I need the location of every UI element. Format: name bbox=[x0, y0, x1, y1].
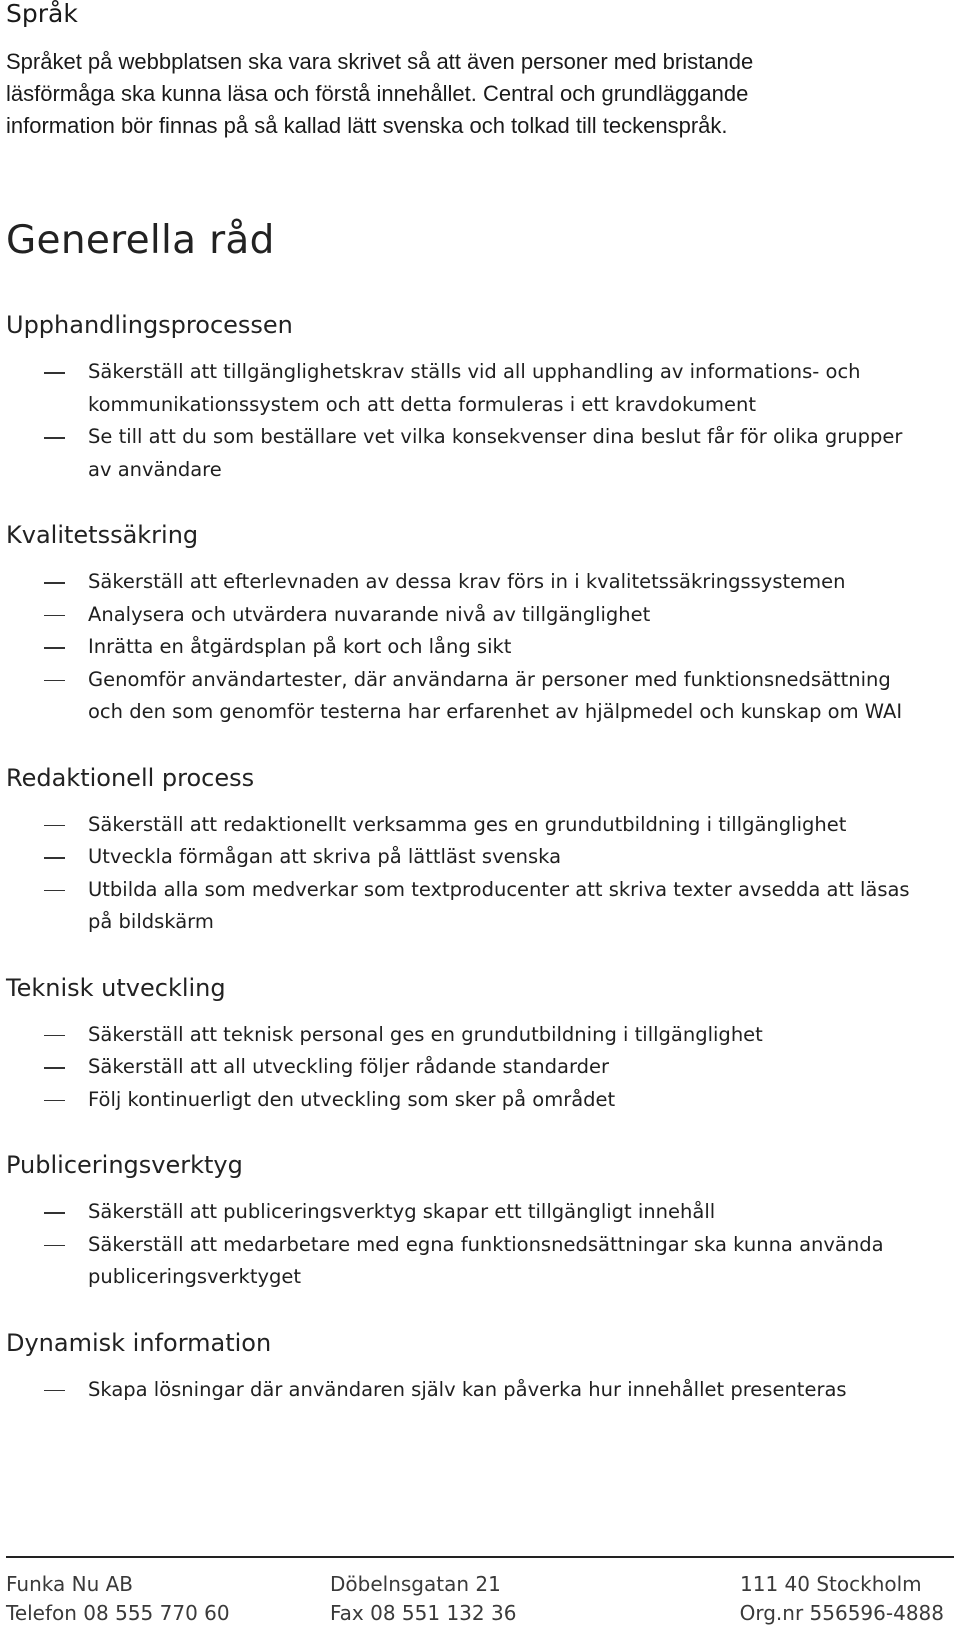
list-item-text: Säkerställ att efterlevnaden av dessa krav förs in i kvalitetssäkringssystemen bbox=[88, 570, 846, 593]
list-item bbox=[0, 1196, 960, 1229]
advice-section bbox=[0, 971, 960, 1117]
list-item-text: Säkerställ att all utveckling följer rådande standarder bbox=[88, 1055, 610, 1078]
advice-list bbox=[0, 809, 960, 939]
footer-phone: Telefon 08 555 770 60 bbox=[6, 1601, 230, 1625]
list-item bbox=[0, 421, 960, 486]
list-item-text: Säkerställ att medarbetare med egna funktionsnedsättningar ska kunna använda publiceringsverktyget bbox=[88, 1232, 884, 1288]
footer-company: Funka Nu AB bbox=[6, 1572, 134, 1596]
dash-bullet-icon bbox=[44, 825, 65, 827]
dash-bullet-icon bbox=[44, 437, 65, 439]
list-item-text: Säkerställ att teknisk personal ges en grundutbildning i tillgänglighet bbox=[88, 1022, 763, 1046]
list-item bbox=[0, 664, 960, 729]
list-item bbox=[0, 356, 960, 421]
advice-sections bbox=[0, 308, 960, 1438]
list-item bbox=[0, 1229, 960, 1294]
list-item-text: Följ kontinuerligt den utveckling som sker på området bbox=[88, 1087, 616, 1111]
list-item bbox=[0, 599, 960, 632]
dash-bullet-icon bbox=[44, 890, 65, 892]
footer-address: Döbelnsgatan 21 bbox=[330, 1572, 501, 1596]
dash-bullet-icon bbox=[44, 1067, 65, 1069]
advice-list bbox=[0, 1196, 960, 1294]
list-item-text: Säkerställ att tillgänglighetskrav ställs vid all upphandling av informations- och kommunikationssystem och att detta formuleras i ett kravdokument bbox=[88, 360, 861, 416]
dash-bullet-icon bbox=[44, 615, 65, 617]
dash-bullet-icon bbox=[44, 582, 65, 584]
list-item-text: Säkerställ att publiceringsverktyg skapar ett tillgängligt innehåll bbox=[88, 1200, 716, 1223]
dash-bullet-icon bbox=[44, 1100, 65, 1102]
footer-postal: 111 40 Stockholm bbox=[740, 1572, 922, 1596]
list-item bbox=[0, 1051, 960, 1084]
language-line: Språket på webbplatsen ska vara skrivet så att även personer med bristande bbox=[6, 49, 754, 74]
language-line: läsförmåga ska kunna läsa och förstå innehållet. Central och grundläggande bbox=[6, 81, 749, 106]
section-title: Publiceringsverktyg bbox=[6, 1151, 243, 1179]
list-item-text: Se till att du som beställare vet vilka konsekvenser dina beslut får för olika grupper av användare bbox=[88, 425, 903, 481]
list-item-text: Utveckla förmågan att skriva på lättläst svenska bbox=[88, 845, 562, 868]
language-paragraph bbox=[6, 46, 906, 142]
advice-section bbox=[0, 518, 960, 729]
advice-list bbox=[0, 356, 960, 486]
list-item bbox=[0, 841, 960, 874]
advice-list bbox=[0, 1019, 960, 1117]
page-title: Generella råd bbox=[6, 218, 275, 263]
footer-fax: Fax 08 551 132 36 bbox=[330, 1601, 517, 1625]
advice-section bbox=[0, 308, 960, 486]
advice-section bbox=[0, 1148, 960, 1294]
dash-bullet-icon bbox=[44, 1390, 65, 1392]
list-item-text: Analysera och utvärdera nuvarande nivå av tillgänglighet bbox=[88, 602, 651, 626]
list-item bbox=[0, 874, 960, 939]
advice-section bbox=[0, 1326, 960, 1407]
dash-bullet-icon bbox=[44, 680, 65, 682]
advice-list bbox=[0, 1374, 960, 1407]
list-item bbox=[0, 631, 960, 664]
footer-row bbox=[0, 1601, 960, 1629]
list-item bbox=[0, 566, 960, 599]
section-title: Dynamisk information bbox=[6, 1328, 272, 1357]
advice-section bbox=[0, 761, 960, 939]
language-line: information bör finnas på så kallad lätt svenska och tolkad till teckenspråk. bbox=[6, 113, 728, 138]
list-item bbox=[0, 1084, 960, 1117]
dash-bullet-icon bbox=[44, 647, 65, 649]
list-item-text: Säkerställ att redaktionellt verksamma ges en grundutbildning i tillgänglighet bbox=[88, 812, 847, 836]
list-item-text: Utbilda alla som medverkar som textproducenter att skriva texter avsedda att läsas på bildskärm bbox=[88, 877, 910, 933]
list-item bbox=[0, 1019, 960, 1052]
dash-bullet-icon bbox=[44, 372, 65, 374]
advice-list bbox=[0, 566, 960, 729]
section-title: Upphandlingsprocessen bbox=[6, 311, 293, 339]
list-item-text: Inrätta en åtgärdsplan på kort och lång sikt bbox=[88, 635, 512, 658]
dash-bullet-icon bbox=[44, 1035, 65, 1037]
list-item-text: Genomför användartester, där användarna är personer med funktionsnedsättning och den som genomför testerna har erfarenhet av hjälpmedel och kunskap om WAI bbox=[88, 667, 903, 723]
footer-org-nr: Org.nr 556596-4888 bbox=[739, 1601, 944, 1625]
footer-divider bbox=[6, 1556, 954, 1558]
list-item bbox=[0, 1374, 960, 1407]
dash-bullet-icon bbox=[44, 857, 65, 859]
list-item-text: Skapa lösningar där användaren själv kan påverka hur innehållet presenteras bbox=[88, 1377, 847, 1401]
list-item bbox=[0, 809, 960, 842]
section-title: Teknisk utveckling bbox=[6, 973, 226, 1002]
section-title: Redaktionell process bbox=[6, 763, 255, 792]
footer-row bbox=[0, 1572, 960, 1600]
language-heading: Språk bbox=[6, 0, 78, 28]
dash-bullet-icon bbox=[44, 1212, 65, 1214]
section-title: Kvalitetssäkring bbox=[6, 521, 199, 549]
dash-bullet-icon bbox=[44, 1245, 65, 1247]
